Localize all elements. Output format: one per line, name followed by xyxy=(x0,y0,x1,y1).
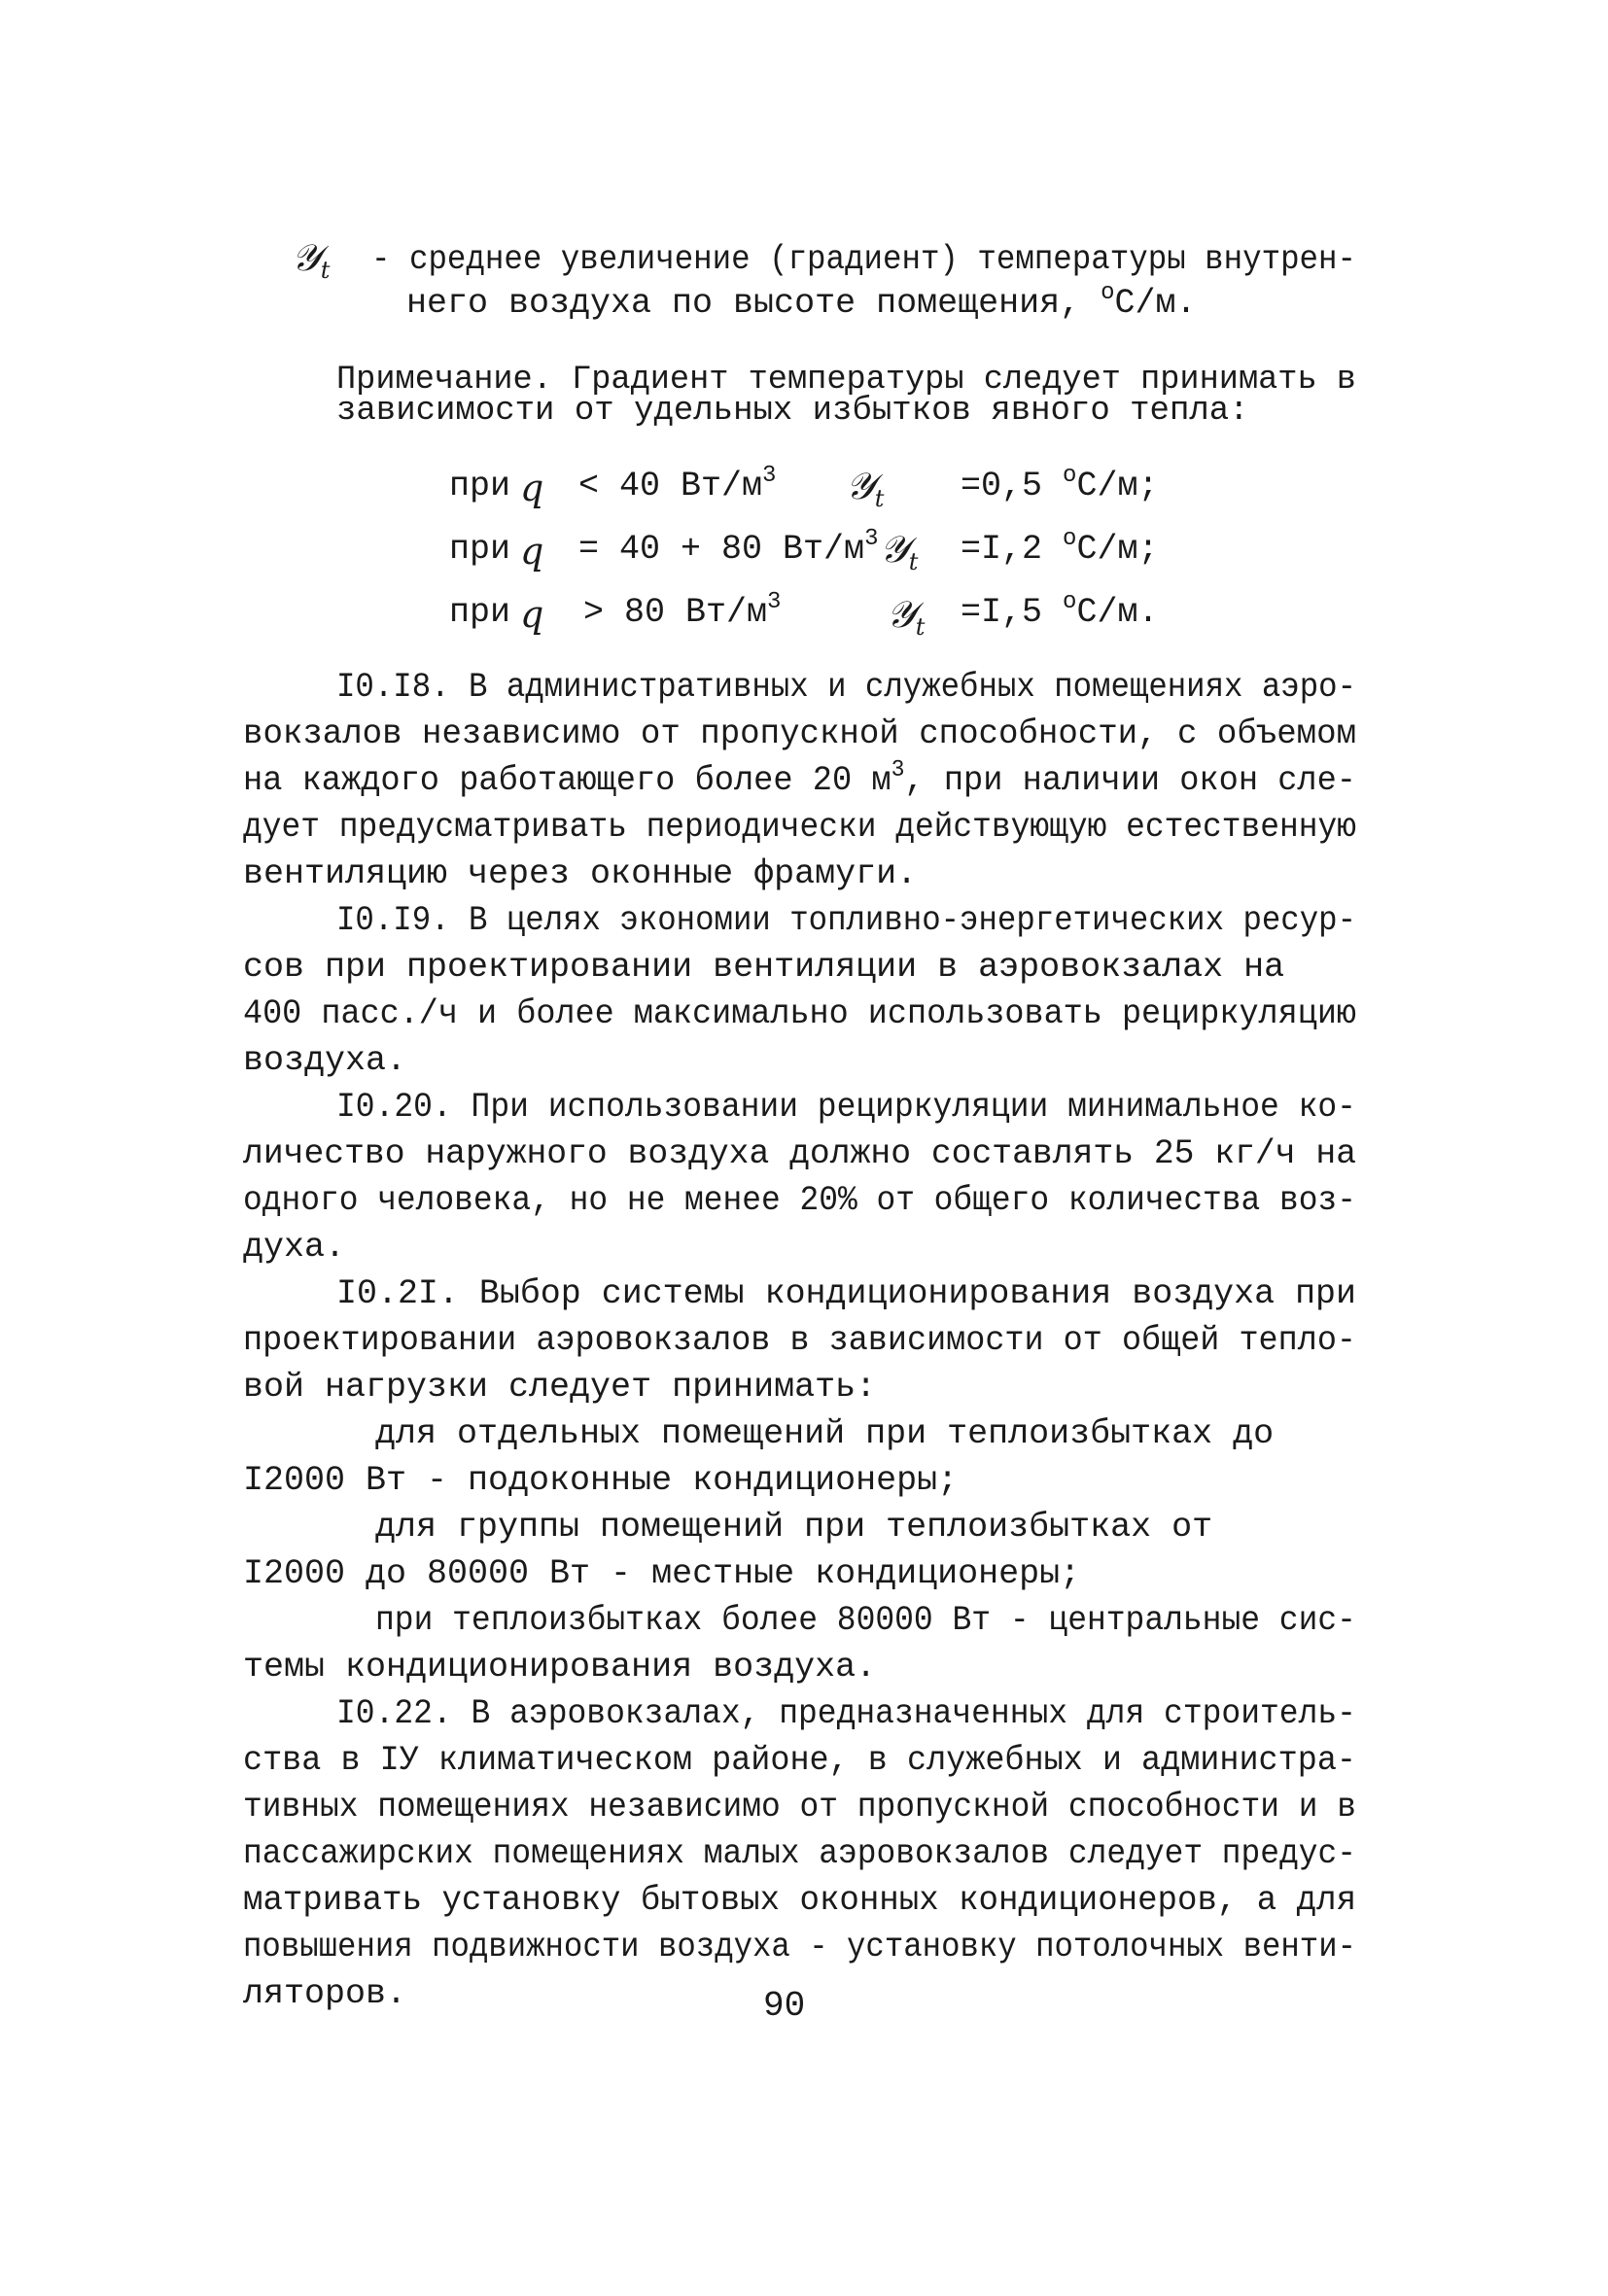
p22-line-5: матривать установку бытовых оконных кондиционеров, а для xyxy=(243,1881,1357,1920)
p22-line-2: ства в IУ климатическом районе, в служебных и администра- xyxy=(243,1741,1357,1780)
p20-line-3: одного человека, но не менее 20% от общего количества воз- xyxy=(243,1181,1356,1220)
p21-line-6: для группы помещений при теплоизбытках от xyxy=(375,1508,1213,1547)
gradient-symbol: 𝒴$_t$ xyxy=(887,593,926,641)
gradient-value: =0,5 $^о$С/м; xyxy=(961,463,1159,505)
condition-pre: при xyxy=(449,530,511,569)
p18-line-1: I0.I8. В административных и служебных помещениях аэро- xyxy=(336,668,1357,707)
p19-line-2: сов при проектировании вентиляции в аэровокзалах на xyxy=(243,948,1285,987)
p21-line-1: I0.2I. Выбор системы кондиционирования воздуха при xyxy=(336,1274,1357,1313)
q-symbol: q xyxy=(520,530,544,573)
gradient-symbol: 𝒴$_t$ xyxy=(846,465,885,512)
p21-line-8: при теплоизбытках более 80000 Вт - центральные сис- xyxy=(375,1601,1356,1640)
condition-pre: при xyxy=(449,593,511,632)
p19-line-1: I0.I9. В целях экономии топливно-энергетических ресур- xyxy=(336,901,1357,940)
p18-line-3: на каждого работающего более 20 $м^3$, при наличии окон сле- xyxy=(243,757,1357,800)
definition-line-2: него воздуха по высоте помещения, $^о$С/м. xyxy=(406,280,1197,323)
page-number: 90 xyxy=(763,1986,806,2026)
p22-line-3: тивных помещениях независимо от пропускной способности и в xyxy=(243,1788,1356,1826)
gradient-value: =I,5 $^о$С/м. xyxy=(961,589,1159,632)
condition-range: = 40 + 80 $Вт/м^3$ xyxy=(578,526,879,569)
p21-line-9: темы кондиционирования воздуха. xyxy=(243,1648,877,1687)
definition-symbol: 𝒴$_t$ xyxy=(292,236,331,284)
definition-line-1: - среднее увеличение (градиент) температуры внутрен- xyxy=(371,240,1357,279)
q-symbol: q xyxy=(520,467,544,509)
note-line-1: Примечание. Градиент температуры следует принимать в xyxy=(336,362,1356,399)
p21-line-2: проектировании аэровокзалов в зависимости от общей тепло- xyxy=(243,1321,1357,1360)
p18-line-2: вокзалов независимо от пропускной способности, с объемом xyxy=(243,714,1357,753)
p21-line-4: для отдельных помещений при теплоизбытках до xyxy=(375,1414,1275,1453)
p21-line-3: вой нагрузки следует принимать: xyxy=(243,1368,877,1407)
condition-range: < 40 $Вт/м^3$ xyxy=(578,463,777,505)
gradient-symbol: 𝒴$_t$ xyxy=(880,528,919,575)
condition-range: > 80 $Вт/м^3$ xyxy=(583,589,782,632)
p18-line-5: вентиляцию через оконные фрамуги. xyxy=(243,854,918,893)
p22-line-6: повышения подвижности воздуха - установку потолочных венти- xyxy=(243,1928,1357,1966)
p20-line-2: личество наружного воздуха должно составлять 25 кг/ч на xyxy=(243,1134,1357,1173)
p22-line-7: ляторов. xyxy=(243,1974,407,2013)
q-symbol: q xyxy=(520,593,544,636)
p20-line-1: I0.20. При использовании рециркуляции минимальное ко- xyxy=(336,1088,1356,1127)
note-line-2: зависимости от удельных избытков явного тепла: xyxy=(336,393,1249,430)
p21-line-5: I2000 Вт - подоконные кондиционеры; xyxy=(243,1461,959,1500)
gradient-value: =I,2 $^о$С/м; xyxy=(961,526,1159,569)
condition-pre: при xyxy=(449,467,511,505)
p19-line-4: воздуха. xyxy=(243,1041,407,1080)
p21-line-7: I2000 до 80000 Вт - местные кондиционеры; xyxy=(243,1554,1081,1593)
p20-line-4: духа. xyxy=(243,1228,346,1267)
p19-line-3: 400 пасс./ч и более максимально использовать рециркуляцию xyxy=(243,994,1357,1033)
p18-line-4: дует предусматривать периодически действующую естественную xyxy=(243,808,1356,847)
p22-line-1: I0.22. В аэровокзалах, предназначенных для строитель- xyxy=(336,1694,1356,1733)
p22-line-4: пассажирских помещениях малых аэровокзалов следует предус- xyxy=(243,1834,1356,1873)
